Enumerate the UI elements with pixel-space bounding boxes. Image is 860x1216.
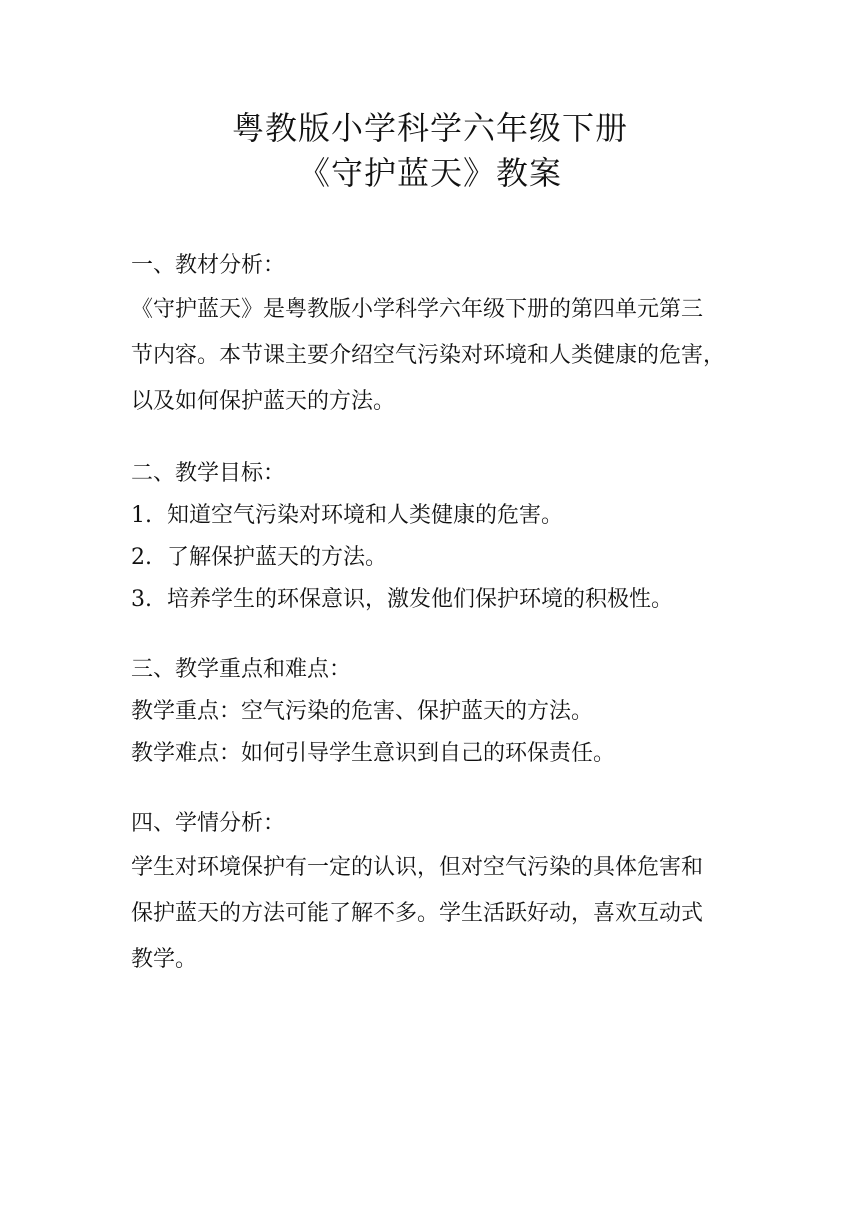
section-heading-students: 四、学情分析： xyxy=(131,811,286,836)
objective-number: 1. xyxy=(131,503,152,528)
section-heading-analysis: 一、教材分析： xyxy=(131,253,286,278)
objective-item xyxy=(131,495,743,537)
analysis-line: 节内容。本节课主要介绍空气污染对环境和人类健康的危害， xyxy=(131,343,726,368)
analysis-line: 以及如何保护蓝天的方法。 xyxy=(131,389,396,414)
students-line: 学生对环境保护有一定的认识，但对空气污染的具体危害和 xyxy=(131,855,704,880)
key-point-line: 教学难点：如何引导学生意识到自己的环保责任。 xyxy=(131,741,616,766)
objective-item xyxy=(131,579,743,621)
section-heading-key-points: 三、教学重点和难点： xyxy=(131,657,352,682)
students-line: 保护蓝天的方法可能了解不多。学生活跃好动，喜欢互动式 xyxy=(131,901,704,926)
objective-text: 培养学生的环保意识，激发他们保护环境的积极性。 xyxy=(167,587,674,612)
objective-number: 3. xyxy=(131,587,152,612)
objective-text: 知道空气污染对环境和人类健康的危害。 xyxy=(167,503,564,528)
students-line: 教学。 xyxy=(131,947,198,972)
key-point-line: 教学重点：空气污染的危害、保护蓝天的方法。 xyxy=(131,699,594,724)
objective-number: 2. xyxy=(131,545,152,570)
objective-text: 了解保护蓝天的方法。 xyxy=(167,545,388,570)
analysis-line: 《守护蓝天》是粤教版小学科学六年级下册的第四单元第三 xyxy=(131,297,704,322)
document-title-line-1: 粤教版小学科学六年级下册 xyxy=(231,109,628,147)
section-heading-objectives: 二、教学目标： xyxy=(131,461,286,486)
document-body xyxy=(131,245,743,983)
document-title-line-2: 《守护蓝天》教案 xyxy=(297,154,562,192)
objective-item xyxy=(131,537,743,579)
